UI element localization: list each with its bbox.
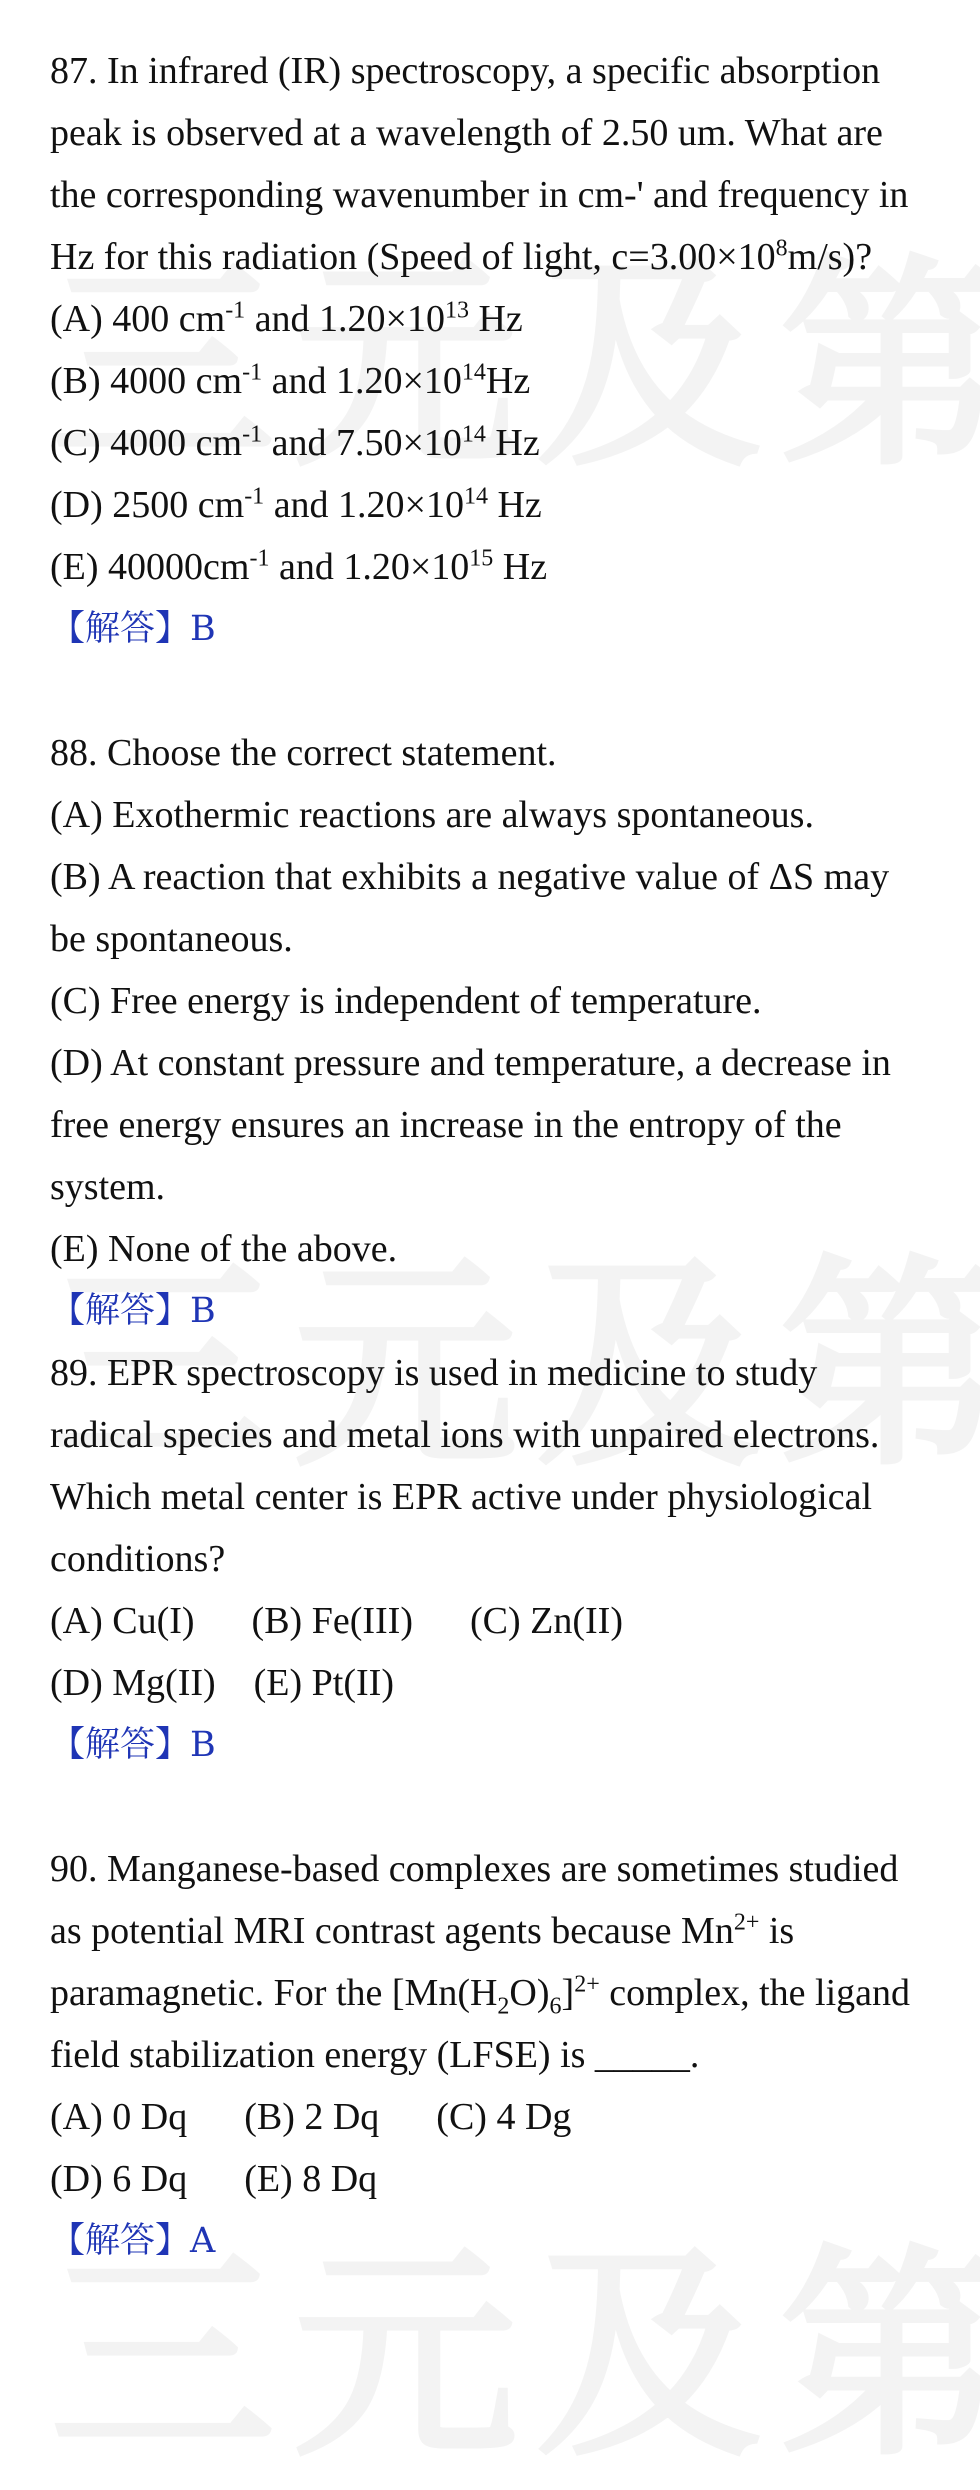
options-row-1: (A) Cu(I) (B) Fe(III) (C) Zn(II) — [50, 1600, 623, 1642]
option-e: (E) $40000cm^{-1}$ and $1.20\times 10^{15}$ Hz — [50, 545, 548, 588]
question-87 — [50, 40, 930, 660]
option-e: (E) None of the above. — [50, 1228, 398, 1270]
option-d: (D) 2500 $cm^{-1}$ and $1.20\times 10^{14}$ Hz — [50, 483, 542, 526]
answer-label: 【解答】B — [50, 1291, 216, 1331]
options-row-2: (D) Mg(II) (E) Pt(II) — [50, 1662, 394, 1704]
option-a: (A) 400 $cm^{-1}$ and $1.20\times 10^{13}$ Hz — [50, 297, 523, 340]
spacer — [50, 1776, 930, 1838]
question-stem: 89. EPR spectroscopy is used in medicine to study radical species and metal ions with unpaired electrons. Which metal center is EPR active under physiological conditions? — [50, 1352, 880, 1580]
options-row-1: (A) 0 Dq (B) 2 Dq (C) 4 Dg — [50, 2096, 572, 2138]
question-89 — [50, 1342, 930, 1776]
question-stem: 88. Choose the correct statement. — [50, 732, 557, 774]
answer-label: 【解答】B — [50, 609, 216, 649]
answer-label: 【解答】A — [50, 2221, 216, 2261]
question-90 — [50, 1838, 930, 2272]
question-stem: 87. In infrared (IR) spectroscopy, a specific absorption peak is observed at a wavelength of 2.50 um. What are the corresponding wavenumber in cm-' and frequency in Hz for this radiation (Speed of light, $c=3.00\times 10^8m/s$)? — [50, 50, 909, 278]
watermark — [50, 2245, 930, 2470]
spacer — [50, 660, 930, 722]
option-b: (B) A reaction that exhibits a negative value of ΔS may be spontaneous. — [50, 856, 890, 960]
question-stem: 90. Manganese-based complexes are sometimes studied as potential MRI contrast agents because $Mn^{2+}$ is paramagnetic. For the $[Mn(H_2O)_6]^{2+}$ complex, the ligand field stabilization energy (LFSE) is _____. — [50, 1848, 910, 2076]
option-b: (B) 4000 $cm^{-1}$ and $1.20\times 10^{14}Hz$ — [50, 359, 531, 402]
question-88 — [50, 722, 930, 1342]
answer-label: 【解答】B — [50, 1725, 216, 1765]
options-row-2: (D) 6 Dq (E) 8 Dq — [50, 2158, 378, 2200]
option-a: (A) Exothermic reactions are always spontaneous. — [50, 794, 814, 836]
option-c: (C) Free energy is independent of temperature. — [50, 980, 762, 1022]
option-d: (D) At constant pressure and temperature, a decrease in free energy ensures an increase in the entropy of the system. — [50, 1042, 891, 1208]
option-c: (C) 4000 $cm^{-1}$ and $7.50\times 10^{14}$ Hz — [50, 421, 540, 464]
